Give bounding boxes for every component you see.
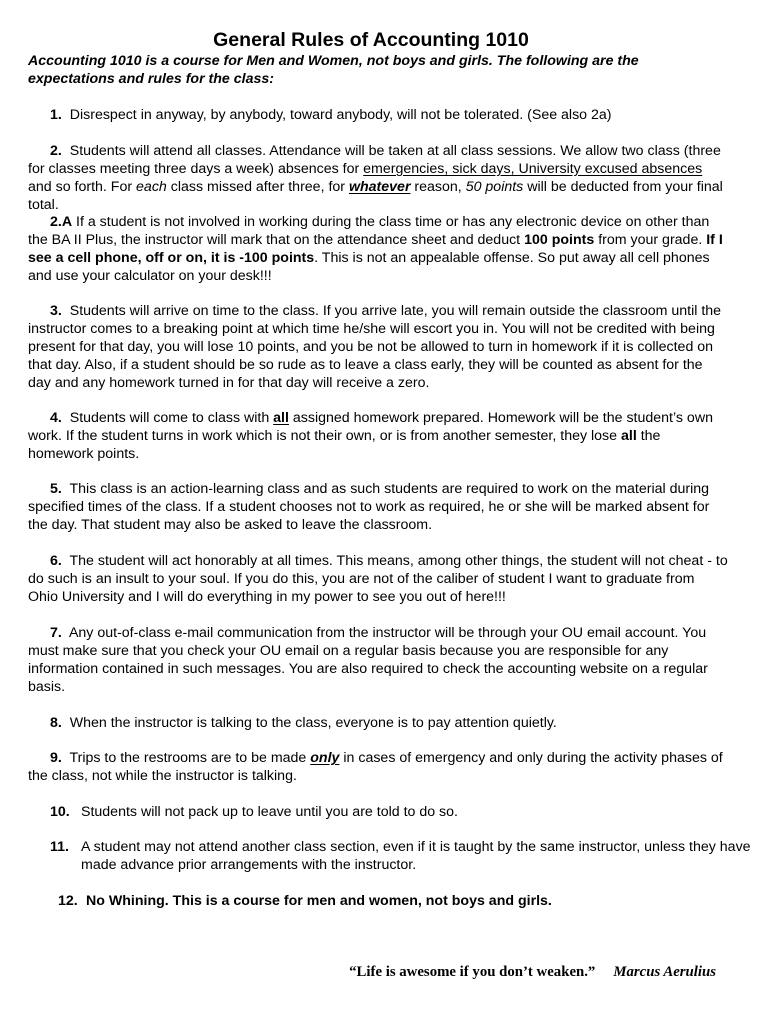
intro-paragraph: Accounting 1010 is a course for Men and Women, not boys and girls. The following are the expectations and rules for the class:	[28, 53, 639, 87]
rule-7	[28, 625, 728, 697]
rule-number: 2.A	[50, 214, 73, 230]
rule-text: This class is an action-learning class and as such students are required to work on the material during specified times of the class. If a student chooses not to work as required, he or she will be marked absent for the day. That student may also be asked to leave the classroom.	[28, 481, 710, 533]
rule-number: 6.	[50, 553, 62, 569]
rule-number: 8.	[50, 715, 62, 731]
rule-text: Any out-of-class e-mail communication from the instructor will be through your OU email account. You must make sure that you check your OU email on a regular basis because you are responsible for any information contained in such messages. You are also required to check the accounting website on a regular basis.	[28, 625, 708, 695]
bold-text: If I see a cell phone, off or on, it is -100 points	[28, 231, 723, 266]
rule-number: 5.	[50, 481, 62, 497]
rule-number: 1.	[50, 107, 62, 123]
bold-text: all	[620, 427, 637, 444]
rule-number: 4.	[50, 410, 62, 426]
emphasis-text: whatever	[348, 178, 411, 195]
rule-text: When the instructor is talking to the class, everyone is to pay attention quietly.	[69, 715, 557, 731]
rule-text: Students will attend all classes. Attendance will be taken at all class sessions. We allow two class (three for classes meeting three days a week) absences for	[28, 143, 721, 177]
rule-12	[28, 893, 768, 911]
rule-text: A student may not attend another class section, even if it is taught by the same instructor, unless they have made advance prior arrangements with the instructor.	[81, 839, 751, 873]
rule-number: 12.	[58, 893, 78, 909]
rule-number: 3.	[50, 303, 62, 319]
rule-text: and so forth. For	[28, 178, 137, 195]
rule-number: 2.	[50, 143, 62, 159]
rule-9	[28, 750, 728, 786]
rule-5	[28, 481, 728, 535]
rule-number: 10.	[50, 804, 70, 820]
italic-text: 50 points	[465, 178, 524, 195]
rule-1	[28, 107, 728, 125]
rule-number: 11.	[50, 839, 69, 855]
document-title: General Rules of Accounting 1010	[213, 29, 529, 51]
rule-text: assigned homework prepared. Homework will be the student’s own work. If the student turns in work which is not their own, or is from another semester, they lose	[28, 410, 713, 444]
bold-text: 100 points	[524, 231, 595, 248]
quote-text: “Life is awesome if you don’t weaken.”	[349, 964, 596, 980]
rule-text: Disrespect in anyway, by anybody, toward anybody, will not be tolerated. (See also 2a)	[69, 107, 612, 123]
rule-text: from your grade.	[594, 231, 707, 248]
closing-quote	[349, 964, 716, 982]
rule-text: Students will come to class with	[69, 410, 274, 426]
rule-text: No Whining. This is a course for men and women, not boys and girls.	[86, 893, 552, 909]
rule-number: 7.	[50, 625, 62, 641]
rule-text: class missed after three, for	[166, 178, 349, 195]
rule-text: The student will act honorably at all times. This means, among other things, the student will not cheat - to do such is an insult to your soul. If you do this, you are not of the caliber of student I want to graduate from Ohio University and I will do everything in my power to see you out of here!!!	[28, 553, 728, 605]
rule-2	[28, 143, 728, 215]
underlined-text: emergencies, sick days, University excused absences	[363, 160, 703, 177]
rule-text: Trips to the restrooms are to be made	[69, 750, 311, 766]
rule-8	[28, 715, 728, 733]
rule-text: Students will not pack up to leave until you are told to do so.	[81, 804, 458, 820]
rule-text: the homework points.	[28, 427, 661, 462]
italic-text: each	[136, 178, 167, 195]
emphasis-text: only	[310, 750, 340, 766]
rule-text: Students will arrive on time to the class. If you arrive late, you will remain outside the classroom until the instructor comes to a breaking point at which time he/she will escort you in. You will not be credited with being present for that day, you will lose 10 points, and you be not be allowed to turn in homework if it is collected on that day. Also, if a student should be so rude as to leave a class early, they will be counted as absent for the day and any homework turned in for that day will receive a zero.	[28, 303, 722, 391]
rule-4	[28, 410, 728, 464]
rule-11	[28, 839, 768, 875]
rule-text: in cases of emergency and only during the activity phases of the class, not while the instructor is talking.	[28, 750, 723, 784]
rule-3	[28, 303, 728, 393]
rule-text: reason,	[410, 178, 466, 195]
rule-text: If a student is not involved in working during the class time or has any electronic device on other than the BA II Plus, the instructor will mark that on the attendance sheet and deduct	[28, 214, 710, 248]
rule-10	[28, 804, 768, 822]
emphasis-text: all	[273, 410, 289, 426]
rule-text: will be deducted from your final total.	[28, 178, 723, 213]
quote-author: Marcus Aerulius	[613, 964, 716, 980]
rule-2a	[28, 214, 728, 286]
rule-6	[28, 553, 728, 607]
rule-text: . This is not an appealable offense. So put away all cell phones and use your calculator on your desk!!!	[28, 249, 710, 284]
rule-number: 9.	[50, 750, 62, 766]
